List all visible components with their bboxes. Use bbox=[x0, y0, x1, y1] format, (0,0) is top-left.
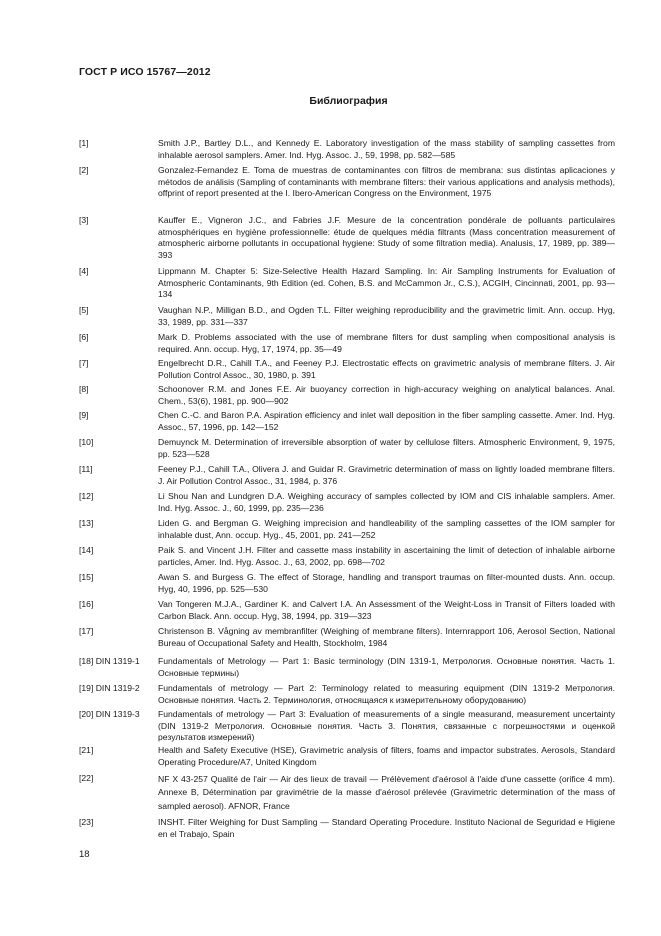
reference-number: [23] bbox=[79, 817, 94, 827]
reference-text: Awan S. and Burgess G. The effect of Storage, handling and transport traumas on filter-mounted dusts. Ann. occup. Hyg, 40, 1996, pp. 525—530 bbox=[158, 572, 615, 594]
reference-number: [16] bbox=[79, 599, 94, 609]
reference-number: [18] DIN 1319-1 bbox=[79, 656, 140, 666]
reference-number: [2] bbox=[79, 165, 89, 175]
reference-number: [8] bbox=[79, 384, 89, 394]
reference-number: [11] bbox=[79, 464, 93, 474]
reference-number: [4] bbox=[79, 266, 89, 276]
reference-text: Gonzalez-Fernandez E. Toma de muestras de contaminantes con filtros de membrana: sus distintas aplicaciones y métodos de análisis (Sampling of contaminants with membrane filters: their various applications and analysis methods), offprint of report presented at the I. Ibero-American Congress on the Environment, 1975 bbox=[158, 165, 615, 199]
reference-text: Fundamentals of metrology — Part 2: Terminology related to measuring equipment (DIN 1319-2 Метрология. Основные понятия. Часть 2. Терминология, относящаяся к измерительному оборудованию) bbox=[158, 683, 615, 705]
bibliography-title: Библиография bbox=[309, 95, 388, 107]
reference-number: [12] bbox=[79, 491, 94, 501]
reference-text: Smith J.P., Bartley D.L., and Kennedy E. Laboratory investigation of the mass stability of sampling cassettes from inhalable aerosol samplers. Amer. Ind. Hyg. Assoc. J., 59, 1998, pp. 582—585 bbox=[158, 138, 615, 160]
reference-text: Engelbrecht D.R., Cahill T.A., and Feeney P.J. Electrostatic effects on gravimetric analysis of membrane filters. J. Air Pollution Control Assoc., 30, 1980, p. 391 bbox=[158, 358, 615, 380]
reference-text: Fundamentals of Metrology — Part 1: Basic terminology (DIN 1319-1, Метрология. Основные понятия. Часть 1. Основные термины) bbox=[158, 656, 615, 678]
reference-text: Health and Safety Executive (HSE), Gravimetric analysis of filters, foams and impactor substrates. Aerosols, Standard Operating Procedure/A7, United Kingdom bbox=[158, 745, 615, 767]
reference-number: [10] bbox=[79, 437, 94, 447]
reference-number: [22] bbox=[79, 773, 94, 783]
reference-number: [7] bbox=[79, 358, 89, 368]
reference-number: [21] bbox=[79, 745, 94, 755]
reference-number: [9] bbox=[79, 410, 89, 420]
reference-number: [15] bbox=[79, 572, 94, 582]
reference-text: Christenson B. Vågning av membranfilter (Weighing of membrane filters). Internrapport 106, Aerosol Section, National Bureau of Occupational Safety and Health, Stockholm, 1984 bbox=[158, 626, 615, 648]
reference-text: Fundamentals of metrology — Part 3: Evaluation of measurements of a single measurand, measurement uncertainty (DIN 1319-2 Метрология. Основные понятия. Часть 3. Понятия, связанные с погрешностями и оценкой результатов измерений) bbox=[158, 709, 615, 743]
reference-text: Mark D. Problems associated with the use of membrane filters for dust sampling when compositional analysis is required. Ann. occup. Hyg, 17, 1974, pp. 35—49 bbox=[158, 332, 615, 354]
page-number: 18 bbox=[79, 849, 90, 860]
reference-text: Liden G. and Bergman G. Weighing imprecision and handleability of the sampling cassettes of the IOM sampler for inhalable dust, Ann. occup. Hyg., 45, 2001, pp. 241—252 bbox=[158, 518, 615, 540]
document-header: ГОСТ Р ИСО 15767—2012 bbox=[79, 66, 211, 78]
reference-number: [17] bbox=[79, 626, 94, 636]
reference-text: Demuynck M. Determination of irreversible absorption of water by cellulose filters. Atmospheric Environment, 9, 1975, pp. 523—528 bbox=[158, 437, 615, 459]
reference-text: Feeney P.J., Cahill T.A., Olivera J. and Guidar R. Gravimetric determination of mass on lightly loaded membrane filters. J. Air Pollution Control Assoc., 31, 1984, p. 376 bbox=[158, 464, 615, 486]
reference-text: Li Shou Nan and Lundgren D.A. Weighing accuracy of samples collected by IOM and CIS inhalable samplers. Amer. Ind. Hyg. Assoc. J., 60, 1999, pp. 235—236 bbox=[158, 491, 615, 513]
reference-text: INSHT. Filter Weighing for Dust Sampling — Standard Operating Procedure. Instituto Nacional de Seguridad e Higiene en el Trabajo, Spain bbox=[158, 817, 615, 839]
reference-number: [20] DIN 1319-3 bbox=[79, 709, 140, 719]
reference-text: Chen C.-C. and Baron P.A. Aspiration efficiency and inlet wall deposition in the fiber sampling cassette. Amer. Ind. Hyg. Assoc., 57, 1996, pp. 142—152 bbox=[158, 410, 615, 432]
reference-number: [6] bbox=[79, 332, 89, 342]
reference-text: Lippmann M. Chapter 5: Size-Selective Health Hazard Sampling. In: Air Sampling Instruments for Evaluation of Atmospheric Contaminants, 9th Edition (ed. Cohen, B.S. and McCammon Jr., C.S.), ACGIH, Cincinnati, 2001, pp. 93—134 bbox=[158, 266, 615, 300]
reference-text: Schoonover R.M. and Jones F.E. Air buoyancy correction in high-accuracy weighing on analytical balances. Anal. Chem., 53(6), 1981, pp. 900—902 bbox=[158, 384, 615, 406]
reference-number: [5] bbox=[79, 305, 89, 315]
reference-number: [3] bbox=[79, 215, 89, 225]
reference-number: [13] bbox=[79, 518, 94, 528]
reference-text: Kauffer E., Vigneron J.C., and Fabries J.F. Mesure de la concentration pondérale de polluants particulaires atmosphériques en hygiène professionnelle: étude de quelques média filtrants (Mass concentration measurement of atmospheric airborne pollutants in occupational hygiene: Study of some filtration media). Analusis, 17, 1989, pp. 389—393 bbox=[158, 215, 615, 260]
reference-number: [14] bbox=[79, 545, 94, 555]
reference-number: [1] bbox=[79, 138, 89, 148]
reference-text: Van Tongeren M.J.A., Gardiner K. and Calvert I.A. An Assessment of the Weight-Loss in Transit of Filters loaded with Carbon Black. Ann. occup. Hyg, 38, 1994, pp. 319—323 bbox=[158, 599, 615, 621]
reference-text: Paik S. and Vincent J.H. Filter and cassette mass instability in ascertaining the limit of detection of inhalable airborne particles, Amer. Ind. Hyg. Assoc. J., 63, 2002, pp. 698—702 bbox=[158, 545, 615, 567]
reference-number: [19] DIN 1319-2 bbox=[79, 683, 140, 693]
reference-text: NF X 43-257 Qualité de l'air — Air des lieux de travail — Prélèvement d'aérosol à l'aide d'une cassette (orifice 4 mm). Annexe B, Détermination par gravimétrie de la masse d'aérosol prélevée (Gravimetric determination of the mass of sampled aerosol). AFNOR, France bbox=[158, 774, 615, 811]
reference-text: Vaughan N.P., Milligan B.D., and Ogden T.L. Filter weighing reproducibility and the gravimetric limit. Ann. occup. Hyg, 33, 1989, pp. 331—337 bbox=[158, 305, 615, 327]
